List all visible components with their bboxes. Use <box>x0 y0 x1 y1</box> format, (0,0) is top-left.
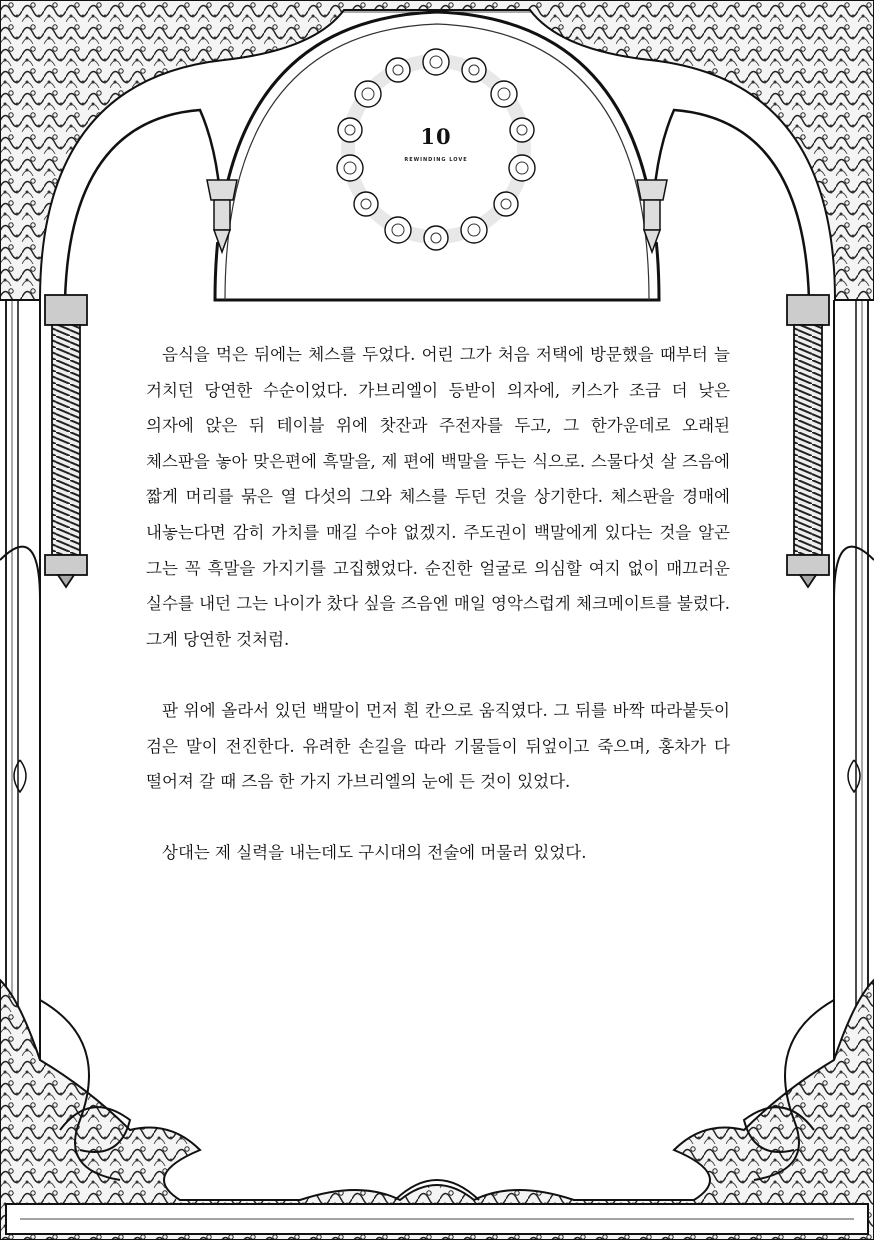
paragraph: 판 위에 올라서 있던 백말이 먼저 흰 칸으로 움직였다. 그 뒤를 바짝 따라붙듯이 검은 말이 전진한다. 유려한 손길을 따라 기물들이 뒤엎이고 죽으며, 홍차가 다 떨어져 갈 때 즈음 한 가지 가브리엘의 눈에 든 것이 있었다. <box>146 700 730 792</box>
chapter-subtitle: REWINDING LOVE <box>404 157 468 163</box>
chapter-wreath <box>322 44 550 254</box>
paragraph: 상대는 제 실력을 내는데도 구시대의 전술에 머물러 있었다. <box>162 843 587 863</box>
rose-wreath-icon <box>322 44 550 254</box>
chapter-body <box>146 337 730 871</box>
chapter-number: 10 <box>420 124 452 149</box>
paragraph: 음식을 먹은 뒤에는 체스를 두었다. 어린 그가 처음 저택에 방문했을 때부터 늘 거치던 당연한 수순이었다. 가브리엘이 등받이 의자에, 키스가 조금 더 낮은 의자에 앉은 뒤 테이블 위에 찻잔과 주전자를 두고, 그 한가운데로 오래된 체스판을 놓아 맞은편에 흑말을, 제 편에 백말을 두는 식으로. 스물다섯 살 즈음에 짧게 머리를 묶은 열 다섯의 그와 체스를 두던 것을 상기한다. 체스판을 경매에 내놓는다면 감히 가치를 매길 수야 없겠지. 주도권이 백말에게 있다는 것을 알곤 그는 꼭 흑말을 가지기를 고집했었다. 순진한 얼굴로 의심할 여지 없이 매끄러운 실수를 내던 그는 나이가 찼다 싶을 즈음엔 매일 영악스럽게 체크메이트를 불렀다. 그게 당연한 것처럼. <box>146 345 730 649</box>
